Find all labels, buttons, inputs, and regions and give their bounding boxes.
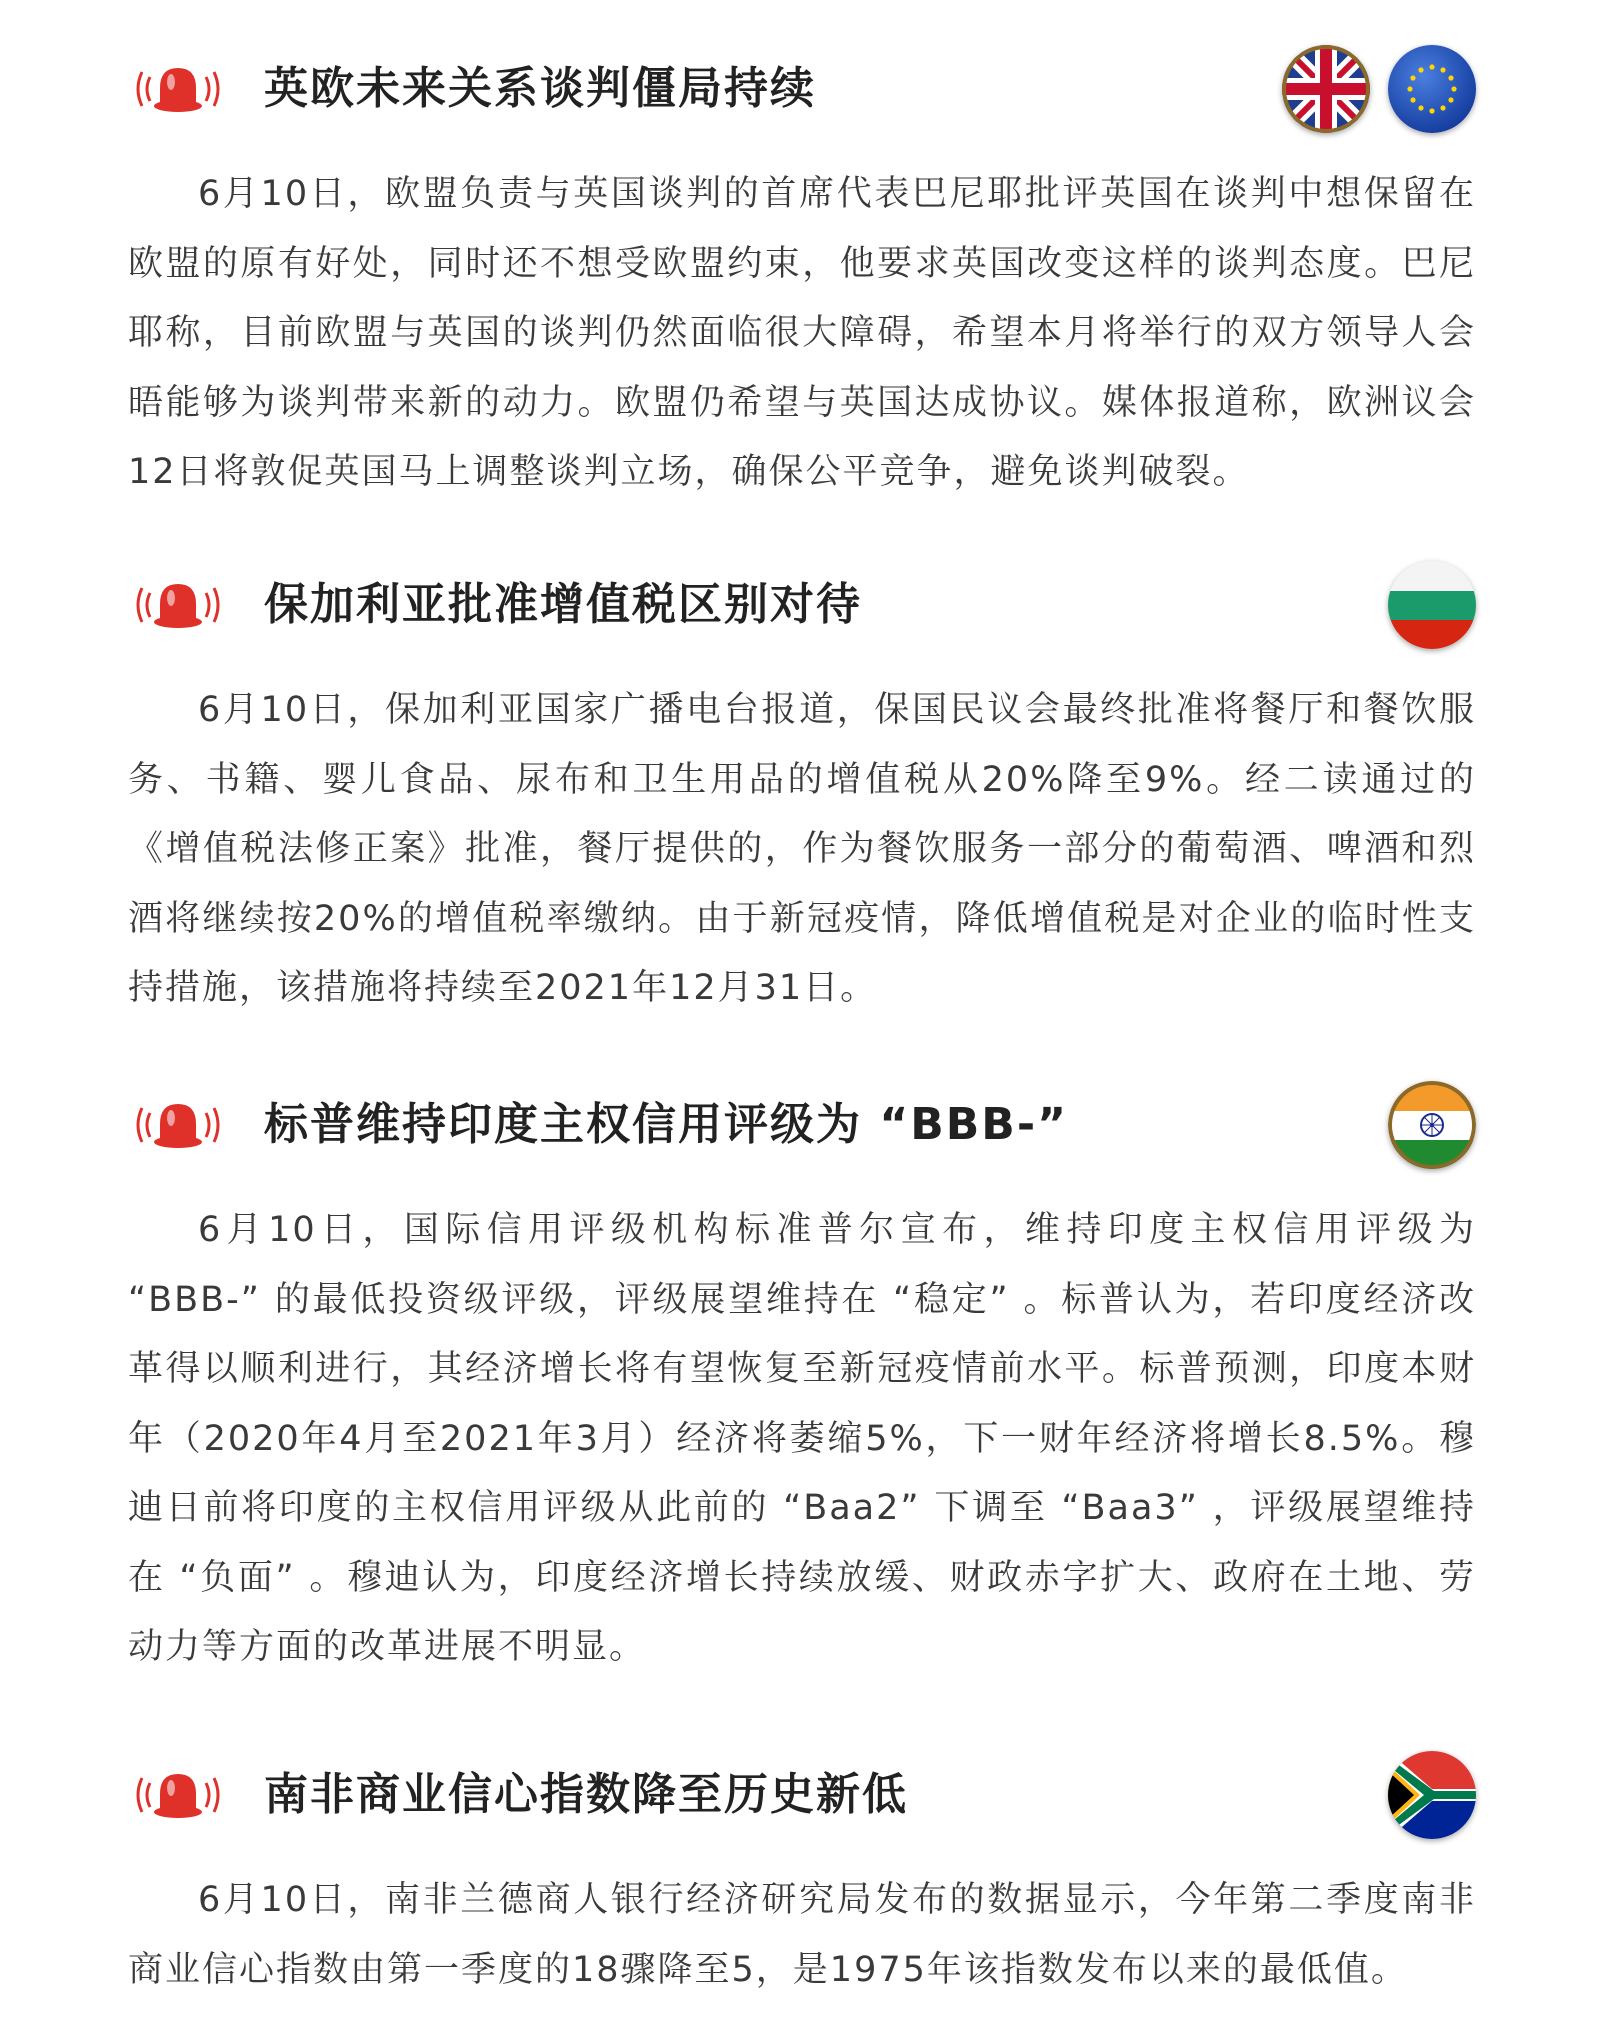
alarm-bell-icon xyxy=(128,1094,228,1156)
article-south-africa xyxy=(128,1750,1476,2040)
article-title: 保加利亚批准增值税区别对待 xyxy=(264,579,862,630)
article-body: 6月10日，国际信用评级机构标准普尔宣布，维持印度主权信用评级为 “BBB-” 的最低投资级评级，评级展望维持在 “稳定” 。标普认为，若印度经济改革得以顺利进行，其经济增长将有望恢复至新冠疫情前水平。标普预测，印度本财年（2020年4月至2021年3月）经济将萎缩5%，下一财年经济将增长8.5%。穆迪日前将印度的主权信用评级从此前的 “Baa2” 下调至 “Baa3” ，评级展望维持在 “负面” 。穆迪认为，印度经济增长持续放缓、财政赤字扩大、政府在土地、劳动力等方面的改革进展不明显。 xyxy=(128,1210,1476,1667)
article-title: 英欧未来关系谈判僵局持续 xyxy=(264,63,816,114)
flag-group xyxy=(1388,1080,1476,1170)
article-title: 南非商业信心指数降至历史新低 xyxy=(264,1769,908,1820)
article-header xyxy=(128,1750,1476,1840)
alarm-bell-icon xyxy=(128,574,228,636)
flag-group xyxy=(1388,1750,1476,1840)
article-body: 6月10日，保加利亚国家广播电台报道，保国民议会最终批准将餐厅和餐饮服务、书籍、婴儿食品、尿布和卫生用品的增值税从20%降至9%。经二读通过的《增值税法修正案》批准，餐厅提供的，作为餐饮服务一部分的葡萄酒、啤酒和烈酒将继续按20%的增值税率缴纳。由于新冠疫情，降低增值税是对企业的临时性支持措施，该措施将持续至2021年12月31日。 xyxy=(128,690,1476,1008)
flag-group xyxy=(1388,560,1476,650)
india-flag-icon xyxy=(1388,1081,1476,1169)
uk-flag-icon xyxy=(1282,45,1370,133)
article-bulgaria xyxy=(128,560,1476,1059)
article-header xyxy=(128,560,1476,650)
flag-group xyxy=(1282,44,1476,134)
article-body: 6月10日，南非兰德商人银行经济研究局发布的数据显示，今年第二季度南非商业信心指数由第一季度的18骤降至5，是1975年该指数发布以来的最低值。 xyxy=(128,1880,1476,1990)
article-header xyxy=(128,44,1476,134)
article-uk-eu xyxy=(128,44,1476,543)
south-africa-flag-icon xyxy=(1388,1751,1476,1839)
eu-flag-icon xyxy=(1388,45,1476,133)
alarm-bell-icon xyxy=(128,1764,228,1826)
article-header xyxy=(128,1080,1476,1170)
article-india xyxy=(128,1080,1476,1718)
article-body: 6月10日，欧盟负责与英国谈判的首席代表巴尼耶批评英国在谈判中想保留在欧盟的原有好处，同时还不想受欧盟约束，他要求英国改变这样的谈判态度。巴尼耶称，目前欧盟与英国的谈判仍然面临很大障碍，希望本月将举行的双方领导人会晤能够为谈判带来新的动力。欧盟仍希望与英国达成协议。媒体报道称，欧洲议会12日将敦促英国马上调整谈判立场，确保公平竞争，避免谈判破裂。 xyxy=(128,174,1476,492)
article-title: 标普维持印度主权信用评级为 “BBB-” xyxy=(264,1099,1069,1150)
alarm-bell-icon xyxy=(128,58,228,120)
bulgaria-flag-icon xyxy=(1388,561,1476,649)
